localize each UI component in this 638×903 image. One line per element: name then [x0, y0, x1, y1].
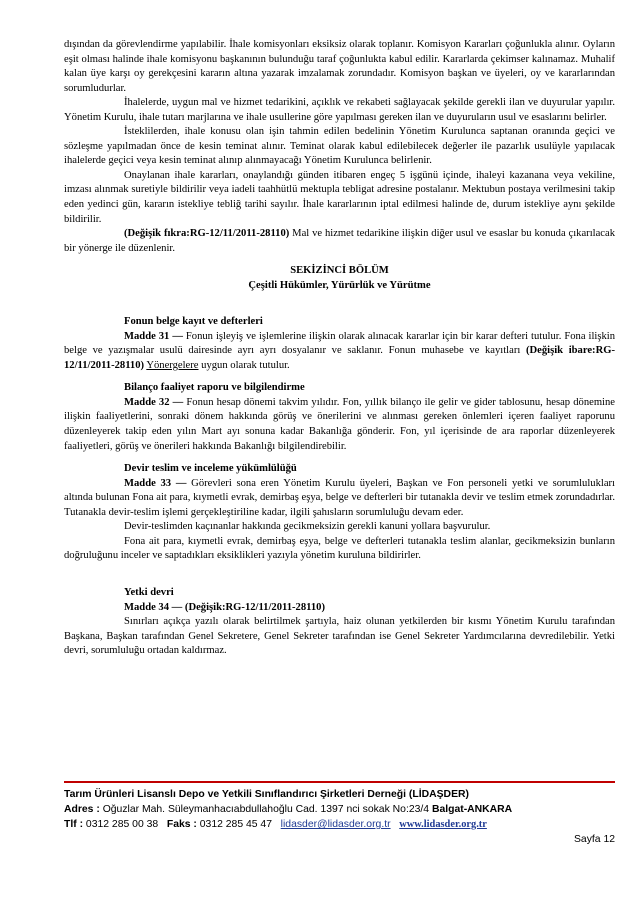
yonergeler-link[interactable]: Yönergelere	[146, 359, 199, 371]
article-33	[64, 477, 615, 521]
article-label: Madde 34 — (Değişik:RG-12/11/2011-28110)	[124, 601, 325, 613]
document-body	[64, 38, 615, 659]
article-text: Fonun hesap dönemi takvim yılıdır. Fon, yıllık bilanço ile gelir ve gider tablosunu, hesap dönemine ilişkin faaliyetlerini, sonraki dönem hakkında görüş ve önerilerini ve alınması gereken önlemleri içeren faaliyet raporunu düzenleyerek takip eden yılın Mart ayı sonuna kadar Bakanlığa gönderir. Fon, yıl içerisinde de ara raporlar düzenleyerek faaliyetleri, görüş ve önerileri hakkında Bakanlığı bilgilendirebilir.	[64, 396, 615, 452]
address-city: Balgat-ANKARA	[431, 804, 513, 815]
article-31	[64, 330, 615, 374]
amendment-note: (Değişik ibare:RG-12/11/2011-28110)	[64, 345, 615, 371]
article-32	[64, 396, 615, 454]
tel-number: 0312 285 00 38	[83, 819, 162, 830]
article-heading: Bilanço faaliyet raporu ve bilgilendirme	[124, 382, 305, 394]
address-text: Oğuzlar Mah. Süleymanhacıabdullahoğlu Cad. 1397 nci sokak No:23/4	[99, 804, 432, 815]
website-link[interactable]: www.lidasder.org.tr	[399, 819, 487, 830]
address-label: Adres :	[64, 804, 100, 815]
paragraph: dışından da görevlendirme yapılabilir. İhale komisyonları eksiksiz olarak toplanır. Komisyon Kararları çoğunlukla alınır. Oyların eşit olması halinde ihale komisyonu başkanının bulunduğu taraf çoğunlukta kabul edilir. Kararlarda çekimser kalınamaz. Muhalif kalan üye karşı oy gerekçesini kararın altına yazarak imzalamak zorundadır. Komisyon başkan ve üyeleri, oy ve kararlarından sorumludurlar.	[64, 39, 615, 94]
paragraph	[64, 227, 615, 256]
section-subtitle: Çeşitli Hükümler, Yürürlük ve Yürütme	[248, 279, 431, 291]
paragraph: İhalelerde, uygun mal ve hizmet tedarikini, açıklık ve rekabeti sağlayacak şekilde gerekli ilan ve duyurular yapılır. Yönetim Kurulu, ihale tutarı marjlarına ve ihale usullerine göre yapılması gereken ilan ve duyuruların usul ve esaslarını belirler.	[64, 97, 615, 123]
paragraph: Fona ait para, kıymetli evrak, demirbaş eşya, belge ve defterleri tutanakla teslim alanlar, gecikmeksizin bunların doğruluğunu inceler ve saptadıkları eksiklikleri yazıyla yönetim kuruluna bildirirler.	[64, 535, 615, 562]
footer-address	[64, 802, 615, 817]
paragraph-text: Mal ve hizmet tedarikine ilişkin diğer usul ve esaslar bu konuda çıkarılacak bir yönerge ile düzenlenir.	[64, 228, 615, 254]
article-label: Madde 32 —	[124, 396, 184, 408]
page-footer	[64, 781, 615, 847]
page-number: Sayfa 12	[573, 834, 615, 845]
paragraph: Onaylanan ihale kararları, onaylandığı günden itibaren engeç 5 işgünü içinde, ihaleyi kazanana veya vekiline, imzası alınmak suretiyle bildirilir veya iadeli taahhütlü mektupla tebligat adresine postalanır. Mektubun postaya verilmesini takip eden yedinci gün, kararın istekliye tebliğ tarihi sayılır. İhale kararlarının iptal edilmesi halinde de, durum istekliye aynı şekilde bildirilir.	[64, 169, 615, 225]
fax-number: 0312 285 45 47	[196, 819, 272, 830]
section-title: SEKİZİNCİ BÖLÜM	[290, 265, 389, 277]
article-text: uygun olarak tutulur.	[198, 359, 290, 371]
paragraph: Devir-teslimden kaçınanlar hakkında gecikmeksizin gerekli kanuni yollara başvurulur.	[124, 521, 491, 533]
footer-contact	[64, 817, 615, 832]
article-text: Fonun işleyiş ve işlemlerine ilişkin olarak alınacak kararlar için bir karar defteri tutulur. Fona ilişkin belge ve yazışmalar usulü dairesinde ayrı ayrı dosyalanır ve saklanır. Fonun muhasebe ve kayıtları	[64, 330, 615, 357]
tel-label: Tlf :	[64, 819, 84, 830]
article-heading: Devir teslim ve inceleme yükümlülüğü	[124, 463, 297, 475]
article-heading: Fonun belge kayıt ve defterleri	[124, 316, 263, 328]
article-34: Sınırları açıkça yazılı olarak belirtilmek şartıyla, haiz olunan yetkilerden bir kısmı Yönetim Kurulu tarafından Başkana, Başkan tarafından Genel Sekretere, Genel Sekreter tarafından ise Genel Sekreter Yardımcılarına devredilebilir. Yetki devri, sorumluluğu ortadan kaldırmaz.	[64, 616, 615, 657]
amendment-note: (Değişik fıkra:RG-12/11/2011-28110)	[124, 228, 290, 240]
footer-org: Tarım Ürünleri Lisanslı Depo ve Yetkili Sınıflandırıcı Şirketleri Derneği (LİDAŞDER)	[64, 789, 469, 800]
paragraph: İsteklilerden, ihale konusu olan işin tahmin edilen bedelinin Yönetim Kurulunca saptanan oranında geçici ve sözleşme yapılmadan önce de kesin teminat alınır. Teminat olarak kabul edilebilecek değerler ile pazarlık usulüyle yapılacak ihalelerde geçici veya kesin teminat alınıp alınmayacağı Yönetim Kurulunca belirlenir.	[64, 126, 615, 167]
article-heading: Yetki devri	[124, 586, 174, 598]
email-link[interactable]: lidasder@lidasder.org.tr	[280, 819, 391, 830]
article-label: Madde 31 —	[124, 330, 183, 342]
article-text: Görevleri sona eren Yönetim Kurulu üyeleri, Başkan ve Fon personeli yetki ve sorumlulukları altında bulunan Fona ait para, kıymetli evrak, demirbaş eşya, belge ve defterleri bir tutanakla devir ve teslim etmek zorundadırlar. Tutanakla devir-teslim işlemi gerçekleştiriline kadar, ilgili şahısların sorumluluğu devam eder.	[64, 477, 616, 518]
fax-label: Faks :	[166, 819, 197, 830]
article-label: Madde 33 —	[124, 477, 187, 489]
